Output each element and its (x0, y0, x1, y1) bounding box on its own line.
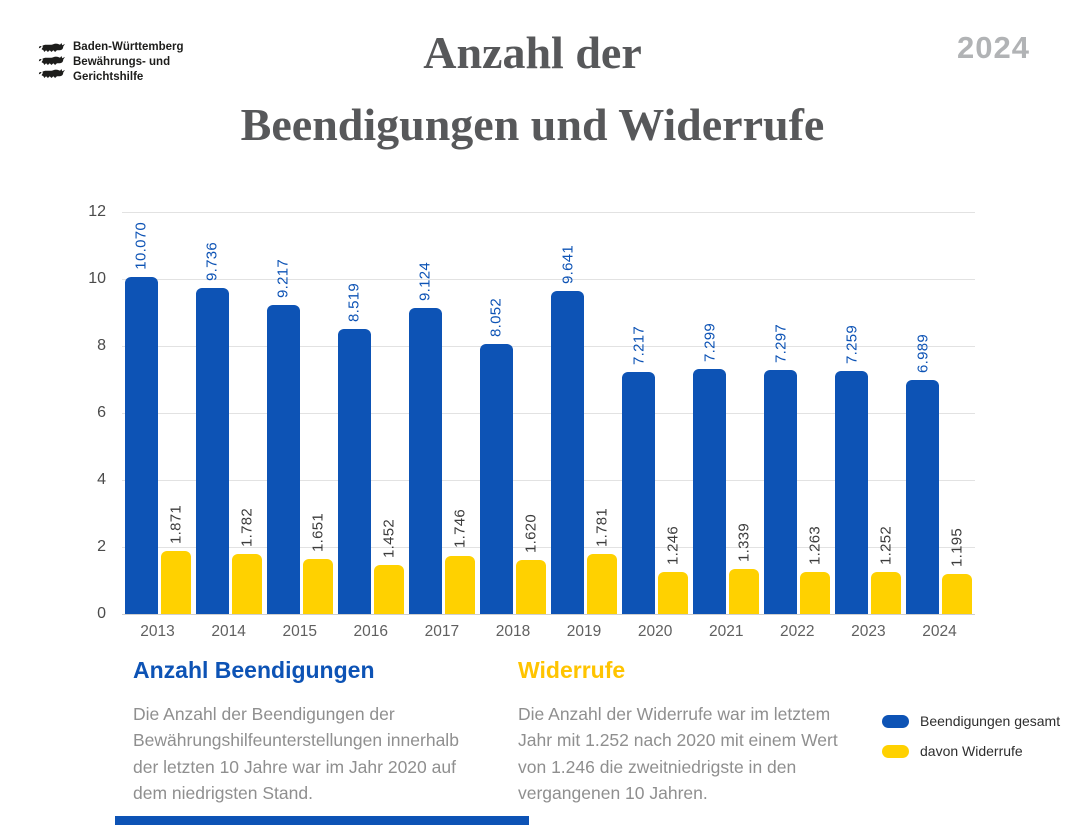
y-axis-tick-label: 12 (88, 203, 106, 220)
bar-wrap (942, 527, 972, 614)
bar-group-2015 (264, 212, 335, 640)
bar-beendigungen-2015[interactable] (267, 305, 300, 614)
y-axis-tick-label: 0 (97, 605, 106, 622)
bar-wrap (835, 324, 868, 614)
org-name-line2: Bewährungs- und (73, 56, 171, 69)
bar-beendigungen-2022[interactable] (764, 370, 797, 614)
bar-group-2021 (691, 212, 762, 640)
bar-widerrufe-2013[interactable] (161, 551, 191, 614)
section-widerrufe-heading: Widerrufe (518, 657, 626, 683)
bar-widerrufe-2021[interactable] (729, 569, 759, 614)
bar-value-label: 9.124 (416, 262, 434, 302)
bar-wrap (161, 505, 191, 614)
bar-beendigungen-2016[interactable] (338, 329, 371, 614)
bar-group-2016 (335, 212, 406, 640)
bar-wrap (906, 333, 939, 614)
bar-wrap (800, 525, 830, 614)
y-axis-tick-label: 10 (88, 270, 106, 287)
bar-group-2013 (122, 212, 193, 640)
bar-wrap (871, 526, 901, 614)
org-name-line3: Gerichtshilfe (73, 71, 144, 84)
bar-wrap (764, 323, 797, 614)
bar-beendigungen-2021[interactable] (693, 369, 726, 614)
bar-wrap (480, 298, 513, 614)
bar-wrap (551, 244, 584, 614)
section-widerrufe-body: Die Anzahl der Widerrufe war im letztem Jahr mit 1.252 nach 2020 mit einem Wert von 1.246 die zweitniedrigste in den vergangenen 10 Jahren. (518, 704, 838, 803)
bar-widerrufe-2015[interactable] (303, 559, 333, 614)
bar-value-label: 1.246 (664, 526, 682, 566)
x-axis-label: 2023 (851, 623, 886, 640)
bar-group-2019 (549, 212, 620, 640)
bar-value-label: 1.195 (948, 527, 966, 567)
footer-accent-bar (115, 816, 529, 825)
bar-beendigungen-2017[interactable] (409, 308, 442, 614)
bar-widerrufe-2017[interactable] (445, 556, 475, 614)
bar-wrap (196, 241, 229, 614)
x-axis-label: 2020 (637, 623, 673, 640)
page-title (120, 27, 945, 150)
bar-value-label: 9.641 (559, 244, 577, 285)
bar-value-label: 10.070 (132, 221, 150, 270)
bar-wrap (267, 259, 300, 614)
bar-widerrufe-2016[interactable] (374, 565, 404, 614)
bar-value-label: 1.871 (167, 505, 185, 545)
y-axis-tick-label: 8 (97, 337, 106, 354)
y-axis-tick-label: 4 (97, 471, 106, 488)
bar-wrap (374, 519, 404, 614)
bar-group-2023 (833, 212, 904, 640)
section-beendigungen (133, 657, 478, 806)
bar-beendigungen-2019[interactable] (551, 291, 584, 614)
bar-widerrufe-2019[interactable] (587, 554, 617, 614)
bar-wrap (729, 523, 759, 614)
legend-swatch-blue (882, 715, 909, 728)
bar-wrap (409, 262, 442, 614)
x-axis-label: 2022 (780, 623, 815, 640)
x-axis-label: 2015 (282, 623, 317, 640)
bar-value-label: 7.217 (630, 326, 648, 366)
bar-wrap (516, 513, 546, 614)
legend-swatch-yellow (882, 745, 909, 758)
page-title-line2: Beendigungen und Widerrufe (240, 99, 825, 150)
bar-wrap (445, 509, 475, 614)
x-axis-label: 2016 (353, 623, 389, 640)
x-axis-label: 2024 (922, 623, 957, 640)
legend-label: davon Widerrufe (920, 743, 1023, 759)
legend-label: Beendigungen gesamt (920, 713, 1061, 729)
org-name-line1: Baden-Württemberg (73, 41, 184, 53)
bar-value-label: 1.252 (877, 526, 895, 566)
bar-value-label: 7.259 (843, 324, 861, 364)
bar-chart-plot (122, 212, 975, 640)
bar-group-2022 (762, 212, 833, 640)
bar-wrap (658, 526, 688, 614)
bar-group-2024 (904, 212, 975, 640)
bar-widerrufe-2022[interactable] (800, 572, 830, 614)
bar-value-label: 1.746 (451, 509, 469, 549)
bar-group-2014 (193, 212, 264, 640)
coat-of-arms-lions-icon (38, 42, 65, 79)
bar-beendigungen-2024[interactable] (906, 380, 939, 614)
bar-wrap (587, 508, 617, 614)
legend-item-beendigungen (882, 713, 1060, 729)
bar-wrap (693, 323, 726, 614)
bar-value-label: 1.263 (806, 525, 824, 565)
bar-value-label: 8.519 (345, 282, 363, 322)
bar-widerrufe-2024[interactable] (942, 574, 972, 614)
section-beendigungen-heading: Anzahl Beendigungen (133, 657, 375, 683)
x-axis-label: 2013 (140, 623, 175, 640)
chart-legend (882, 713, 1060, 759)
bar-widerrufe-2014[interactable] (232, 554, 262, 614)
bar-value-label: 1.651 (309, 512, 327, 552)
year-badge: 2024 (957, 30, 1030, 65)
y-axis (62, 203, 106, 622)
bar-widerrufe-2020[interactable] (658, 572, 688, 614)
x-axis-label: 2018 (495, 623, 531, 640)
bar-wrap (125, 221, 158, 614)
x-axis-label: 2019 (566, 623, 602, 640)
bar-widerrufe-2023[interactable] (871, 572, 901, 614)
x-axis-label: 2021 (708, 623, 744, 640)
legend-item-widerrufe (882, 743, 1060, 759)
bar-value-label: 7.297 (772, 323, 790, 363)
x-axis-label: 2014 (211, 623, 246, 640)
page-title-line1: Anzahl der (423, 27, 642, 78)
bar-group-2017 (406, 212, 477, 640)
bar-beendigungen-2014[interactable] (196, 288, 229, 614)
bar-wrap (303, 512, 333, 614)
bar-value-label: 6.989 (914, 333, 932, 373)
bar-value-label: 1.452 (380, 519, 398, 559)
bar-wrap (622, 326, 655, 614)
bar-group-2020 (620, 212, 691, 640)
bar-value-label: 8.052 (487, 298, 505, 338)
bar-beendigungen-2023[interactable] (835, 371, 868, 614)
bar-value-label: 1.339 (735, 523, 753, 563)
bar-value-label: 1.782 (238, 508, 256, 548)
bar-beendigungen-2013[interactable] (125, 277, 158, 614)
bar-value-label: 7.299 (701, 323, 719, 363)
section-beendigungen-body: Die Anzahl der Beendigungen der Bewährungshilfeunterstellungen innerhalb der letzten 10 Jahre war im Jahr 2020 auf dem niedrigsten Stand. (133, 704, 459, 803)
y-axis-tick-label: 2 (97, 538, 106, 555)
y-axis-tick-label: 6 (97, 404, 106, 421)
bar-group-2018 (477, 212, 548, 640)
bar-value-label: 9.736 (203, 241, 221, 281)
bar-wrap (338, 282, 371, 614)
bar-beendigungen-2020[interactable] (622, 372, 655, 614)
section-widerrufe (518, 657, 853, 806)
bar-value-label: 1.620 (522, 513, 540, 553)
bar-value-label: 1.781 (593, 508, 611, 548)
bar-widerrufe-2018[interactable] (516, 560, 546, 614)
bar-wrap (232, 508, 262, 614)
bar-value-label: 9.217 (274, 259, 292, 299)
bar-beendigungen-2018[interactable] (480, 344, 513, 614)
x-axis-label: 2017 (424, 623, 460, 640)
